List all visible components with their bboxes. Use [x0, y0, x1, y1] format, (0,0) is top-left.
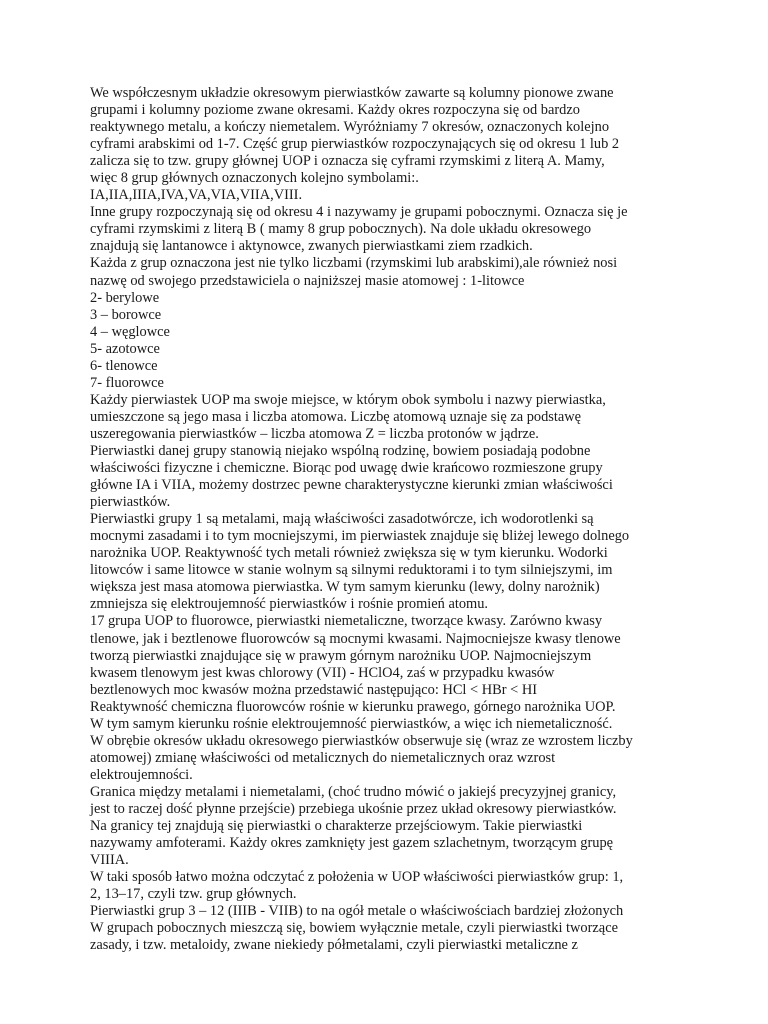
text-line: We współczesnym układzie okresowym pierwiastków zawarte są kolumny pionowe zwane [90, 85, 614, 101]
text-line: 7- fluorowce [90, 374, 164, 391]
text-line: W taki sposób łatwo można odczytać z położenia w UOP właściwości pierwiastków grup: 1, [90, 869, 624, 886]
text-line: 2- berylowe [90, 289, 160, 306]
text-line: znajdują się lantanowce i aktynowce, zwanych pierwiastkami ziem rzadkich. [90, 238, 533, 255]
text-line: tworzą pierwiastki znajdujące się w prawym górnym narożniku UOP. Najmocniejszym [90, 647, 592, 664]
text-line: IA,IIA,IIIA,IVA,VA,VIA,VIIA,VIII. [90, 187, 303, 204]
text-line: Na granicy tej znajdują się pierwiastki o charakterze przejściowym. Takie pierwiastki [90, 818, 583, 835]
text-line: cyframi arabskimi od 1-7. Część grup pierwiastków rozpoczynających się od okresu 1 lub 2 [90, 136, 620, 153]
text-line: Pierwiastki grupy 1 są metalami, mają właściwości zasadotwórcze, ich wodorotlenki są [90, 511, 594, 528]
document-page [90, 85, 680, 954]
text-line: Pierwiastki danej grupy stanowią niejako wspólną rodzinę, bowiem posiadają podobne [90, 442, 591, 459]
text-line: narożnika UOP. Reaktywność tych metali również zwiększa się w tym kierunku. Wodorki [90, 545, 608, 562]
text-line: Każdy pierwiastek UOP ma swoje miejsce, w którym obok symbolu i nazwy pierwiastka, [90, 391, 606, 408]
text-line: tlenowe, jak i beztlenowe fluorowców są mocnymi kwasami. Najmocniejsze kwasy tlenowe [90, 630, 621, 647]
text-line: atomowej) zmianę właściwości od metalicznych do niemetalicznych oraz wzrost [90, 749, 556, 766]
text-line: grupami i kolumny poziome zwane okresami. Każdy okres rozpoczyna się od bardzo [90, 102, 580, 119]
text-line: zalicza się to tzw. grupy głównej UOP i oznacza się cyframi rzymskimi z literą A. Mamy, [90, 153, 605, 170]
text-line: właściwości fizyczne i chemiczne. Biorąc pod uwagę dwie krańcowo rozmieszone grupy [90, 460, 603, 477]
text-line: uszeregowania pierwiastków – liczba atomowa Z = liczba protonów w jądrze. [90, 425, 539, 442]
text-line: W tym samym kierunku rośnie elektroujemność pierwiastków, a więc ich niemetaliczność. [90, 715, 613, 732]
text-line: mocnymi zasadami i to tym mocniejszymi, im pierwiastek znajduje się bliżej lewego dolnego [90, 528, 630, 545]
text-line: elektroujemności. [90, 766, 193, 783]
text-line: Granica między metalami i niemetalami, (choć trudno mówić o jakiejś precyzyjnej granicy, [90, 783, 617, 800]
text-line: kwasem tlenowym jest kwas chlorowy (VII) - HClO4, zaś w przypadku kwasów [90, 664, 555, 681]
text-line: Inne grupy rozpoczynają się od okresu 4 i nazywamy je grupami pobocznymi. Oznacza się je [90, 204, 628, 221]
text-line: cyframi rzymskimi z literą B ( mamy 8 grup pobocznych). Na dole układu okresowego [90, 221, 592, 238]
text-line: nazwę od swojego przedstawiciela o najniższej masie atomowej : 1-litowce [90, 272, 525, 289]
text-line: W grupach pobocznych mieszczą się, bowiem wyłącznie metale, czyli pierwiastki tworzące [90, 920, 618, 937]
text-line: jest to raczej dość płynne przejście) przebiega ukośnie przez układ okresowy pierwiastków. [90, 800, 617, 817]
text-line: nazywamy amfoterami. Każdy okres zamknięty jest gazem szlachetnym, tworzącym grupę [90, 835, 614, 852]
text-line: 6- tlenowce [90, 357, 158, 374]
text-line: główne IA i VIIA, możemy dostrzec pewne charakterystyczne kierunki zmian właściwości [90, 477, 613, 494]
text-line: 2, 13–17, czyli tzw. grup głównych. [90, 886, 297, 903]
text-line: litowców i same litowce w stanie wolnym są silnymi reduktorami i to tym silniejszymi, im [90, 562, 613, 579]
text-line: 3 – borowce [90, 306, 162, 323]
text-line: VIIIA. [90, 852, 129, 869]
text-line: 17 grupa UOP to fluorowce, pierwiastki niemetaliczne, tworzące kwasy. Zarówno kwasy [90, 613, 603, 630]
text-line: 4 – węglowce [90, 323, 170, 340]
text-line: zmniejsza się elektroujemność pierwiastków i rośnie promień atomu. [90, 596, 489, 613]
text-line: reaktywnego metalu, a kończy niemetalem. Wyróżniamy 7 okresów, oznaczonych kolejno [90, 119, 610, 136]
text-line: umieszczone są jego masa i liczba atomowa. Liczbę atomową uznaje się za podstawę [90, 408, 582, 425]
text-line: Reaktywność chemiczna fluorowców rośnie w kierunku prawego, górnego narożnika UOP. [90, 698, 616, 715]
text-line: pierwiastków. [90, 494, 171, 511]
text-line: Pierwiastki grup 3 – 12 (IIIB - VIIB) to na ogół metale o właściwościach bardziej złożonych [90, 903, 624, 920]
text-line: W obrębie okresów układu okresowego pierwiastków obserwuje się (wraz ze wzrostem liczby [90, 732, 633, 749]
text-line: większa jest masa atomowa pierwiastka. W tym samym kierunku (lewy, dolny narożnik) [90, 579, 600, 596]
text-line: 5- azotowce [90, 340, 160, 357]
text-line: Każda z grup oznaczona jest nie tylko liczbami (rzymskimi lub arabskimi),ale również nosi [90, 255, 618, 272]
text-line: więc 8 grup głównych oznaczonych kolejno symbolami:. [90, 170, 419, 187]
text-line: zasady, i tzw. metaloidy, zwane niekiedy półmetalami, czyli pierwiastki metaliczne z [90, 937, 578, 954]
text-line: beztlenowych moc kwasów można przedstawić następująco: HCl < HBr < HI [90, 681, 538, 698]
